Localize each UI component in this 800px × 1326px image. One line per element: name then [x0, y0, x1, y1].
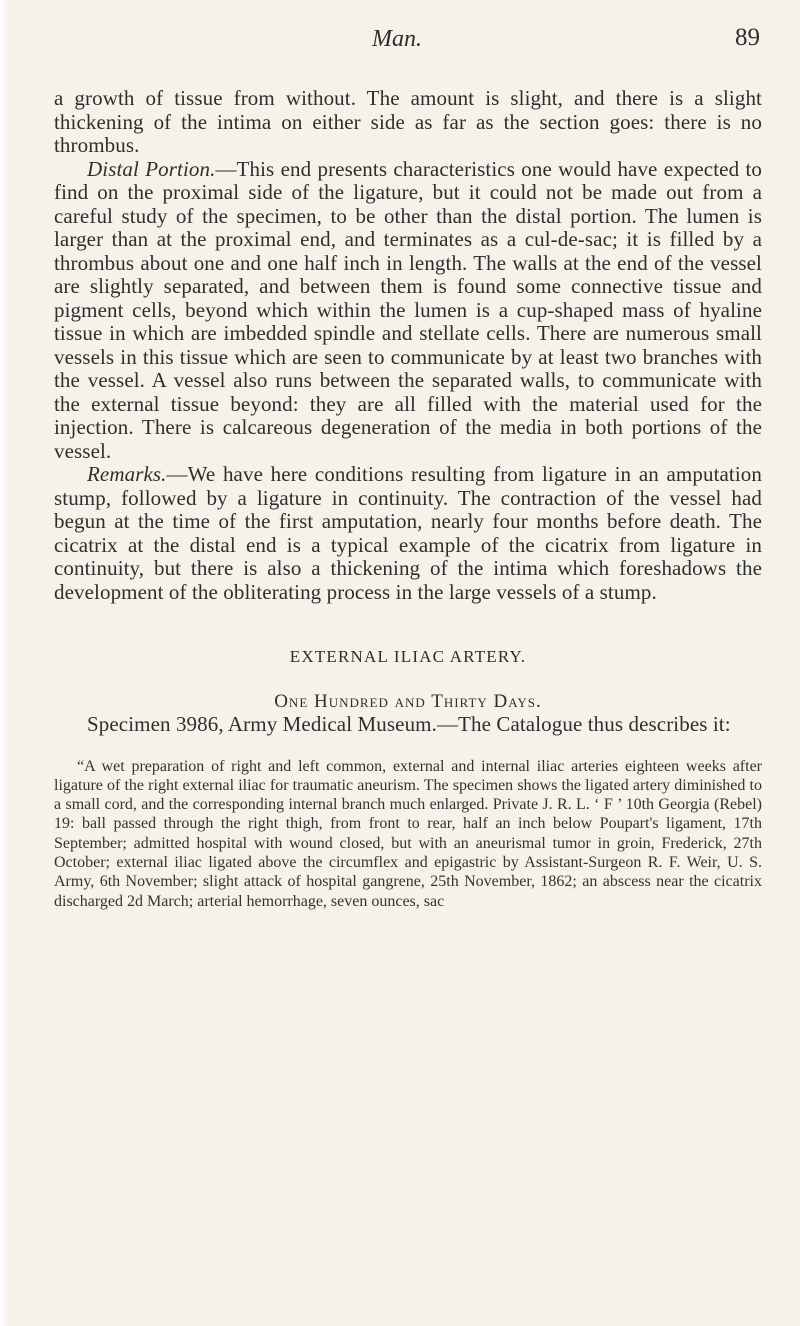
section-subheading: One Hundred and Thirty Days.	[274, 691, 542, 712]
run-in-heading-remarks: Remarks.	[87, 462, 167, 486]
paragraph-distal-portion-text: —This end presents characteristics one would have expected to find on the proximal side of the ligature, but it could not be made out from a careful study of the specimen, to be other than the distal portion. The lumen is larger than at the proximal end, and terminates as a cul-de-sac; it is filled by a thrombus about one and one half inch in length. The walls at the end of the vessel are slightly separated, and between them is found some connective tissue and pigment cells, beyond which within the lumen is a cup-shaped mass of hyaline tissue in which are imbedded spindle and stellate cells. There are numerous small vessels in this tissue which are seen to communicate by at least two branches with the vessel. A vessel also runs between the separated walls, to communicate with the external tissue beyond: they are all filled with the material used for the injection. There is calcareous degeneration of the media in both portions of the vessel.	[54, 156, 763, 463]
page-number: 89	[735, 24, 760, 51]
page-header	[54, 16, 760, 56]
paragraph-continuation: a growth of tissue from without. The amount is slight, and there is a slight thickening of the intima on either side as far as the section goes: there is no thrombus.	[54, 86, 762, 157]
paragraph-distal-portion	[54, 158, 762, 464]
catalogue-quote: “A wet preparation of right and left common, external and internal iliac arteries eighteen weeks after ligature of the right external iliac for traumatic aneurism. The specimen shows the ligated artery diminished to a small cord, and the corresponding internal branch much enlarged. Private J. R. L. ‘ F ’ 10th Georgia (Rebel) 19: ball passed through the right thigh, from front to rear, half an inch below Poupart's ligament, 17th September; admitted hospital with wound closed, but with an aneurismal tumor in groin, Frederick, 27th October; external iliac ligated above the circumflex and epigastric by Assistant-Surgeon R. F. Weir, U. S. Army, 6th November; slight attack of hospital gangrene, 25th November, 1862; an abscess near the cicatrix discharged 2d March; arterial hemorrhage, seven ounces, sac	[54, 757, 762, 910]
page-edge	[0, 0, 10, 1326]
paragraph-remarks	[54, 463, 762, 604]
section-heading: EXTERNAL ILIAC ARTERY.	[289, 647, 527, 666]
paragraph-remarks-text: —We have here conditions resulting from ligature in an amputation stump, followed by a ligature in continuity. The contraction of the vessel had begun at the time of the first amputation, nearly four months before death. The cicatrix at the distal end is a typical example of the cicatrix from ligature in continuity, but there is also a thickening of the intima which foreshadows the development of the obliterating process in the large vessels of a stump.	[54, 462, 762, 604]
specimen-intro: Specimen 3986, Army Medical Museum.—The Catalogue thus describes it:	[87, 712, 731, 736]
running-title: Man.	[372, 26, 422, 52]
run-in-heading-distal-portion: Distal Portion.	[87, 156, 216, 181]
text-block	[54, 87, 762, 911]
